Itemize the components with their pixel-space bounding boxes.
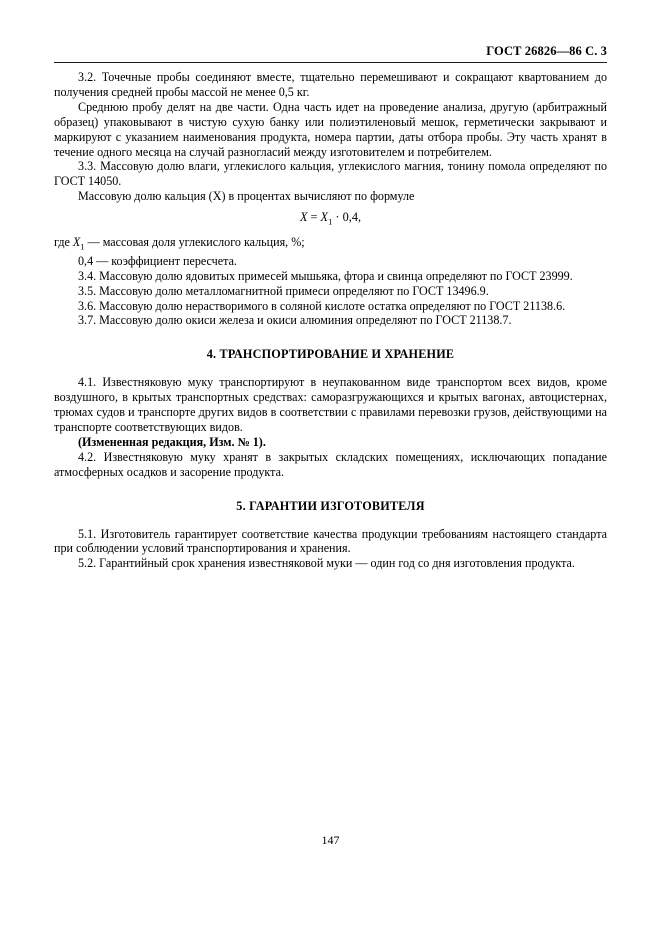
spacer-before-section-4 [54,328,607,347]
spacer-before-section-5 [54,480,607,499]
formula-rhs-var: X [320,210,329,225]
formula-rhs-subscript: 1 [328,216,333,227]
legend-description: — массовая доля углекислого кальция, %; [84,234,305,249]
header-divider [54,62,607,63]
paragraph-3-2: 3.2. Точечные пробы соединяют вместе, тщательно перемешивают и сокращают квартованием до получения средней пробы массой не менее 0,5 кг. [54,70,607,99]
legend-line-2: 0,4 — коэффициент пересчета. [78,253,237,268]
formula-equals: = [307,210,321,225]
spacer-after-section-5-heading [54,514,607,527]
paragraph-3-3: 3.3. Массовую долю влаги, углекислого кальция, углекислого магния, тонину помола определяют по ГОСТ 14050. [54,159,607,189]
page-number: 147 [321,833,340,847]
paragraph-3-5: 3.5. Массовую долю металломагнитной примеси определяют по ГОСТ 13496.9. [78,283,489,298]
section-heading-5: 5. ГАРАНТИИ ИЗГОТОВИТЕЛЯ [236,498,425,513]
paragraph-calcium-formula-intro: Массовую долю кальция (X) в процентах вычисляют по формуле [78,189,415,204]
paragraph-5-1: 5.1. Изготовитель гарантирует соответствие качества продукции требованиям настоящего стандарта при соблюдении условий транспортирования и хранения. [54,526,607,556]
formula-rhs-tail: · 0,4, [332,210,362,225]
paragraph-amendment-note: (Измененная редакция, Изм. № 1). [78,434,266,449]
formula-lhs: X [299,210,308,225]
page-header-standard: ГОСТ 26826—86 С. 3 [486,44,607,58]
paragraph-3-6: 3.6. Массовую долю нерастворимого в соляной кислоте остатка определяют по ГОСТ 21138.6. [78,298,566,313]
paragraph-sample-split: Среднюю пробу делят на две части. Одна часть идет на проведение анализа, другую (арбитражный образец) упаковывают в чистую сухую банку или полиэтиленовый мешок, герметически закрывают и маркируют с указанием наименования продукта, номера партии, даты отбора пробы. Эту часть хранят в течение одного месяца на случай разногласий между изготовителем и потребителем. [54,99,607,159]
section-heading-4: 4. ТРАНСПОРТИРОВАНИЕ И ХРАНЕНИЕ [206,347,455,362]
formula-calcium [54,210,607,229]
legend-variable: X [72,234,81,249]
spacer-after-section-4-heading [54,362,607,375]
legend-prefix: где [54,234,73,249]
paragraph-3-7: 3.7. Массовую долю окиси железа и окиси алюминия определяют по ГОСТ 21138.7. [78,313,512,328]
paragraph-4-2: 4.2. Известняковую муку хранят в закрытых складских помещениях, исключающих попадание атмосферных осадков и засорение продукта. [54,449,607,479]
paragraph-3-4: 3.4. Массовую долю ядовитых примесей мышьяка, фтора и свинца определяют по ГОСТ 23999. [78,268,573,283]
legend-variable-subscript: 1 [80,240,85,251]
paragraph-5-2: 5.2. Гарантийный срок хранения известняковой муки — один год со дня изготовления продукта. [78,556,575,571]
paragraph-4-1: 4.1. Известняковую муку транспортируют в неупакованном виде транспортом всех видов, кроме воздушного, в крытых транспортных средствах: саморазгружающихся и крытых вагонах, автоцистернах, трюмах судов и транспорте других видов в соответствии с правилами перевозки грузов, действующими на транспорте соответствующих видов. [54,375,607,434]
document-content [54,70,607,571]
legend-line-1 [54,235,607,254]
